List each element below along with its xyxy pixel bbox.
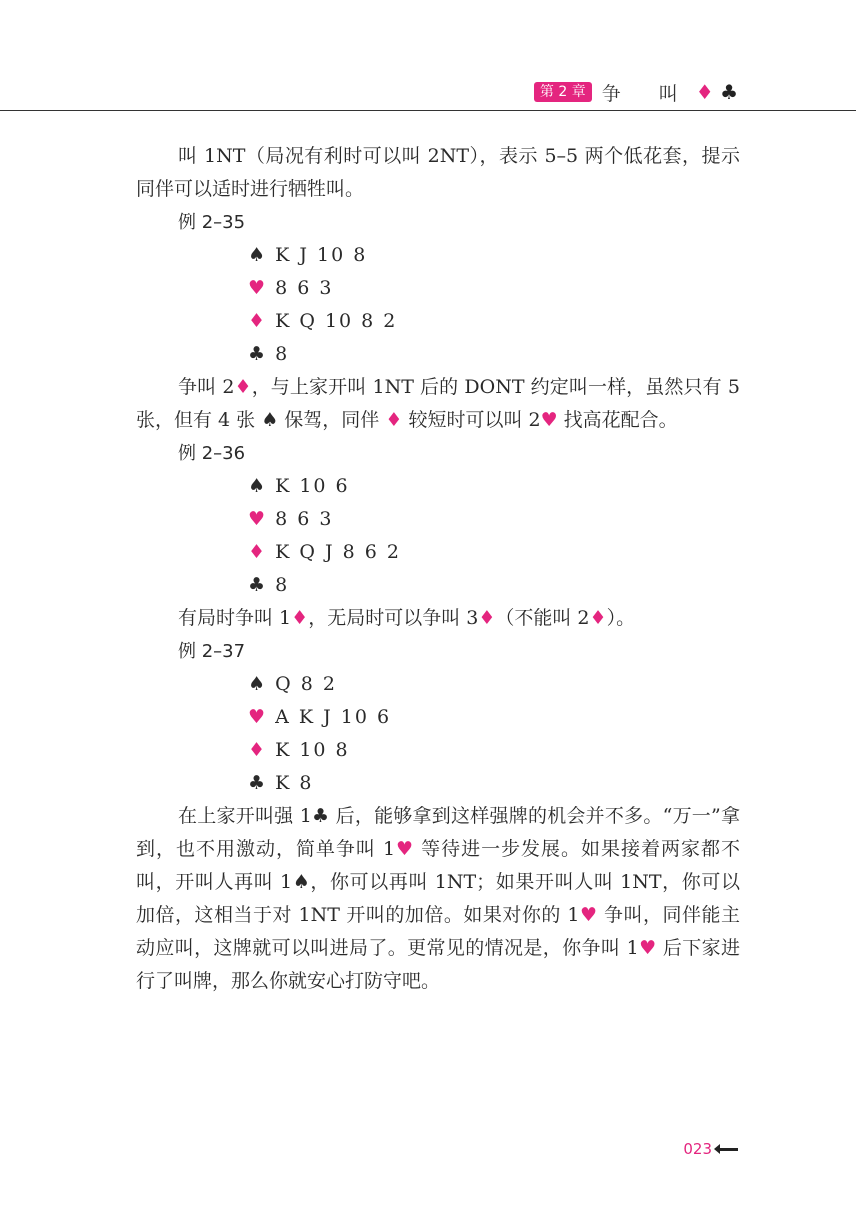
hand-hearts: ♥ A K J 10 6 — [248, 706, 392, 728]
hand-diamonds: ♦ K 10 8 — [248, 739, 350, 761]
arrow-left-icon — [718, 1148, 738, 1151]
spade-icon: ♠ — [248, 673, 268, 695]
hand-hearts: ♥ 8 6 3 — [248, 277, 334, 299]
hand-spades: ♠ K J 10 8 — [248, 244, 368, 266]
heart-icon: ♥ — [248, 706, 268, 728]
heart-icon: ♥ — [638, 937, 657, 959]
hand-clubs: ♣ K 8 — [248, 772, 314, 794]
club-icon: ♣ — [248, 772, 268, 794]
diamond-icon: ♦ — [385, 409, 403, 431]
spade-icon: ♠ — [248, 244, 268, 266]
diamond-icon: ♦ — [478, 607, 496, 629]
spade-icon: ♠ — [261, 409, 279, 431]
paragraph-1: 叫 1NT（局况有利时可以叫 2NT），表示 5–5 两个低花套，提示同伴可以适时进行牺牲叫。 — [136, 145, 740, 200]
diamond-icon: ♦ — [695, 80, 714, 104]
hand-hearts: ♥ 8 6 3 — [248, 508, 334, 530]
heart-icon: ♥ — [395, 838, 415, 860]
heart-icon: ♥ — [579, 904, 598, 926]
heart-icon: ♥ — [248, 277, 268, 299]
paragraph-2: 争叫 2♦，与上家开叫 1NT 后的 DONT 约定叫一样，虽然只有 5 张，但有 4 张 ♠ 保驾，同伴 ♦ 较短时可以叫 2♥ 找高花配合。 — [136, 376, 740, 431]
club-icon: ♣ — [248, 574, 268, 596]
hand-clubs: ♣ 8 — [248, 343, 290, 365]
header-suit-icons — [696, 80, 738, 104]
spade-icon: ♠ — [248, 475, 268, 497]
paragraph-4: 在上家开叫强 1♣ 后，能够拿到这样强牌的机会并不多。“万一”拿到，也不用激动，简单争叫 1♥ 等待进一步发展。如果接着两家都不叫，开叫人再叫 1♠，你可以再叫 1NT；如果开叫人叫 1NT，你可以加倍，这相当于对 1NT 开叫的加倍。如果对你的 1♥ 争叫，同伴能主动应叫，这牌就可以叫进局了。更常见的情况是，你争叫 1♥ 后下家进行了叫牌，那么你就安心打防守吧。 — [136, 805, 740, 992]
spade-icon: ♠ — [292, 871, 311, 893]
chapter-title: 争 叫 — [601, 82, 694, 105]
example-label: 例 2–36 — [178, 443, 246, 464]
page-footer — [683, 1140, 738, 1158]
example-label: 例 2–35 — [178, 212, 246, 233]
diamond-icon: ♦ — [234, 376, 252, 398]
heart-icon: ♥ — [540, 409, 558, 431]
diamond-icon: ♦ — [248, 310, 268, 332]
hand-diamonds: ♦ K Q 10 8 2 — [248, 310, 398, 332]
header-rule — [0, 110, 856, 111]
diamond-icon: ♦ — [291, 607, 309, 629]
page-body — [136, 140, 740, 998]
running-header — [534, 76, 738, 108]
chapter-badge: 第 2 章 — [534, 82, 592, 102]
hand-clubs: ♣ 8 — [248, 574, 290, 596]
diamond-icon: ♦ — [248, 541, 268, 563]
diamond-icon: ♦ — [248, 739, 268, 761]
diamond-icon: ♦ — [589, 607, 607, 629]
example-label: 例 2–37 — [178, 641, 246, 662]
club-icon: ♣ — [311, 805, 330, 827]
hand-spades: ♠ Q 8 2 — [248, 673, 337, 695]
hand-spades: ♠ K 10 6 — [248, 475, 350, 497]
hand-diamonds: ♦ K Q J 8 6 2 — [248, 541, 401, 563]
page-number: 023 — [683, 1140, 712, 1158]
club-icon: ♣ — [248, 343, 268, 365]
heart-icon: ♥ — [248, 508, 268, 530]
club-icon: ♣ — [720, 80, 738, 104]
paragraph-3: 有局时争叫 1♦，无局时可以争叫 3♦（不能叫 2♦）。 — [178, 607, 636, 629]
